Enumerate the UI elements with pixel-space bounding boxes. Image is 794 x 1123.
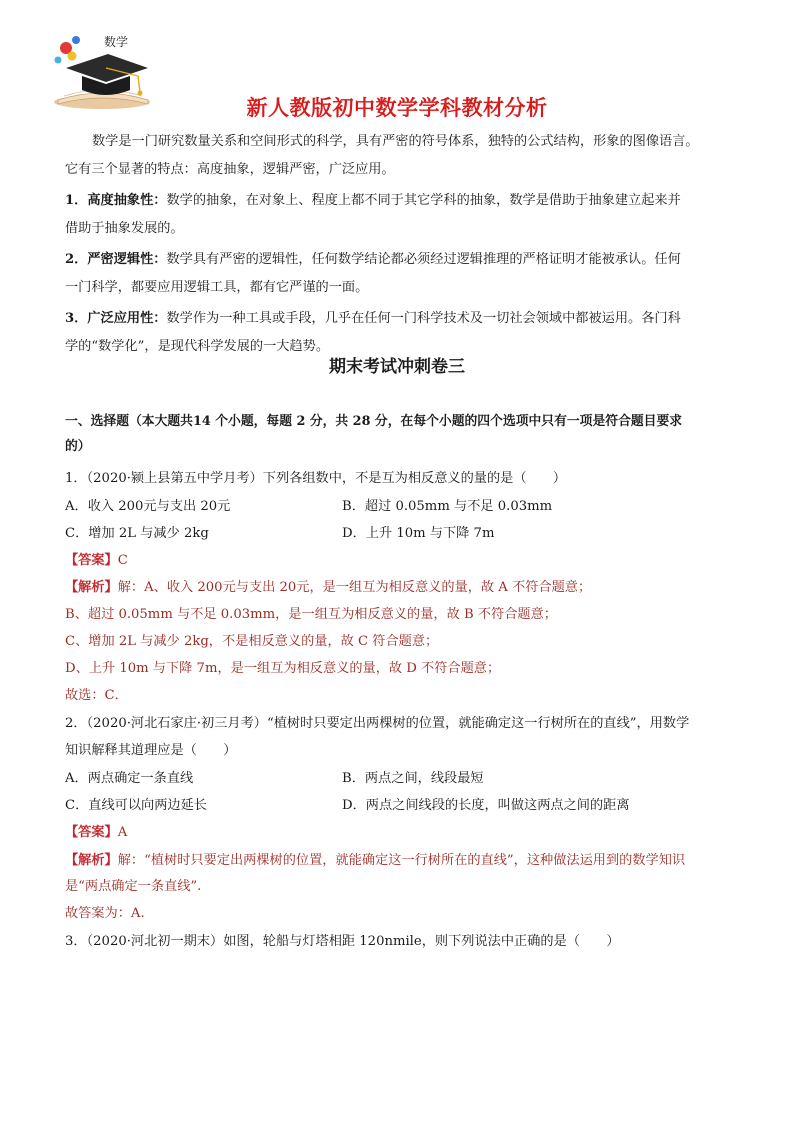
- q1-analysis-4: D、上升 10m 与下降 7m，是一组互为相反意义的量，故 D 不符合题意；: [65, 661, 501, 676]
- q2-conclusion: 故答案为：A.: [65, 906, 145, 921]
- point-2-heading: 2．严密逻辑性：: [65, 252, 167, 267]
- analysis-text: 解：A、收入 200元与支出 20元，是一组互为相反意义的量，故 A 不符合题意；: [117, 580, 592, 595]
- analysis-text: 解：“植树时只要定出两棵树的位置，就能确定这一行树所在的直线”，这种做法运用到的数学知识: [117, 853, 686, 868]
- intro-line-1: 数学是一门研究数量关系和空间形式的科学，具有严密的符号体系，独特的公式结构，形象的图像语言。: [92, 134, 699, 149]
- q1-analysis-1: [65, 578, 591, 598]
- q1-option-b: B．超过 0.05mm 与不足 0.03mm: [342, 499, 553, 514]
- document-title: 新人教版初中数学学科教材分析: [246, 96, 548, 120]
- q1-analysis-2: B、超过 0.05mm 与不足 0.03mm，是一组互为相反意义的量，故 B 不符合题意；: [65, 607, 557, 622]
- logo-label: 数学: [104, 35, 129, 49]
- q1-stem: 1．（2020·颍上县第五中学月考）下列各组数中，不是互为相反意义的量的是（ ）: [65, 471, 567, 486]
- point-1-text: 数学的抽象，在对象上、程度上都不同于其它学科的抽象，数学是借助于抽象建立起来并: [166, 193, 681, 208]
- section-heading: 一、选择题（本大题共14 个小题，每题 2 分，共 28 分，在每个小题的四个选项中只有一项是符合题目要求: [65, 414, 683, 429]
- intro-line-2: 它有三个显著的特点：高度抽象，逻辑严密，广泛应用。: [65, 162, 395, 177]
- q2-analysis-1: [65, 851, 685, 871]
- q2-answer: [65, 823, 127, 843]
- point-1-heading: 1．高度抽象性：: [65, 193, 167, 208]
- q2-option-d: D．两点之间线段的长度，叫做这两点之间的距离: [342, 798, 630, 813]
- q1-option-c: C．增加 2L 与减少 2kg: [65, 526, 209, 541]
- exam-title: 期末考试冲刺卷三: [329, 357, 465, 377]
- point-2-text: 数学具有严密的逻辑性，任何数学结论都必须经过逻辑推理的严格证明才能被承认。任何: [166, 252, 681, 267]
- answer-label: 【答案】: [65, 553, 118, 568]
- point-2-cont: 一门科学，都要应用逻辑工具，都有它严谨的一面。: [65, 280, 369, 295]
- answer-value: A: [117, 825, 128, 840]
- q2-option-c: C．直线可以向两边延长: [65, 798, 207, 813]
- point-3: [65, 309, 681, 329]
- analysis-label: 【解析】: [65, 853, 118, 868]
- point-3-heading: 3．广泛应用性：: [65, 311, 167, 326]
- point-1-cont: 借助于抽象发展的。: [65, 221, 184, 236]
- q1-analysis-3: C、增加 2L 与减少 2kg，不是相反意义的量，故 C 符合题意；: [65, 634, 439, 649]
- q1-option-d: D．上升 10m 与下降 7m: [342, 526, 495, 541]
- q1-answer: [65, 551, 128, 571]
- q2-stem-cont: 知识解释其道理应是（ ）: [65, 743, 237, 758]
- point-2: [65, 250, 681, 270]
- answer-label: 【答案】: [65, 825, 118, 840]
- q1-option-a: A．收入 200元与支出 20元: [65, 499, 231, 514]
- q2-option-a: A．两点确定一条直线: [65, 771, 194, 786]
- point-1: [65, 191, 681, 211]
- q2-stem: 2．（2020·河北石家庄·初三月考）“植树时只要定出两棵树的位置，就能确定这一行树所在的直线”，用数学: [65, 716, 690, 731]
- point-3-cont: 学的“数学化”，是现代科学发展的一大趋势。: [65, 339, 330, 354]
- section-heading-cont: 的）: [65, 439, 91, 454]
- q2-analysis-2: 是“两点确定一条直线”.: [65, 879, 202, 894]
- q2-option-b: B．两点之间，线段最短: [342, 771, 484, 786]
- q1-conclusion: 故选：C．: [65, 688, 128, 703]
- q3-stem: 3．（2020·河北初一期末）如图，轮船与灯塔相距 120nmile，则下列说法中正确的是（ ）: [65, 934, 620, 949]
- point-3-text: 数学作为一种工具或手段，几乎在任何一门科学技术及一切社会领域中都被运用。各门科: [166, 311, 681, 326]
- analysis-label: 【解析】: [65, 580, 118, 595]
- answer-value: C: [117, 553, 128, 568]
